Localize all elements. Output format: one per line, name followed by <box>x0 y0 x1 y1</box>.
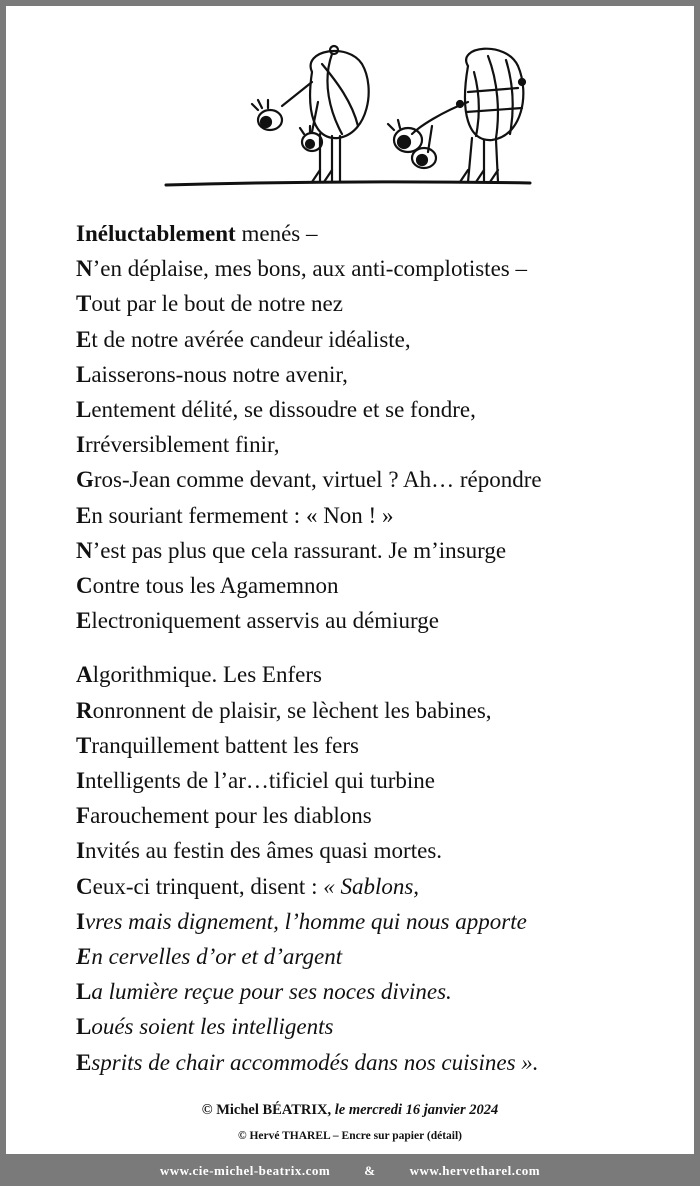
website-link-tharel[interactable]: www.hervetharel.com <box>409 1163 541 1178</box>
poem-line: N’est pas plus que cela rassurant. Je m’insurge <box>76 537 507 563</box>
poem-line: Inéluctablement menés – <box>76 221 318 246</box>
footer-bar <box>0 1156 700 1186</box>
poem-date: le mercredi 16 janvier 2024 <box>334 1102 499 1118</box>
poem-line: Irréversiblement finir, <box>76 432 280 458</box>
poem-line: En cervelles d’or et d’argent <box>76 944 343 970</box>
poem-line: Et de notre avérée candeur idéaliste, <box>76 326 411 352</box>
footer-separator: & <box>364 1163 376 1178</box>
website-link-beatrix[interactable]: www.cie-michel-beatrix.com <box>159 1163 331 1178</box>
stanza-gap <box>76 638 676 657</box>
birds-illustration <box>162 42 534 202</box>
author-name: © Michel BÉATRIX, <box>201 1102 332 1118</box>
poem-line: Ivres mais dignement, l’homme qui nous apporte <box>76 908 527 934</box>
poem <box>76 216 676 1080</box>
stanza-1 <box>76 216 676 638</box>
poem-line: Electroniquement asservis au démiurge <box>76 608 440 634</box>
author-credit <box>6 1102 694 1119</box>
poem-line: Contre tous les Agamemnon <box>76 573 339 599</box>
poem-line: Tout par le bout de notre nez <box>76 291 343 317</box>
poem-line: Loués soient les intelligents <box>76 1014 334 1040</box>
poem-line: Invités au festin des âmes quasi mortes. <box>76 838 443 864</box>
poem-line: Lentement délité, se dissoudre et se fondre, <box>76 397 476 423</box>
poem-line: La lumière reçue pour ses noces divines. <box>76 979 452 1005</box>
poem-line: Farouchement pour les diablons <box>76 803 372 829</box>
poem-line: Algorithmique. Les Enfers <box>76 662 322 688</box>
poem-line: Gros-Jean comme devant, virtuel ? Ah… répondre <box>76 467 542 493</box>
poem-line: Esprits de chair accommodés dans nos cuisines ». <box>76 1049 539 1075</box>
illustration-credit: © Hervé THAREL – Encre sur papier (détail) <box>237 1130 462 1142</box>
poem-line: Laisserons-nous notre avenir, <box>76 361 348 387</box>
poem-line: Ronronnent de plaisir, se lèchent les babines, <box>76 697 492 723</box>
poem-line: En souriant fermement : « Non ! » <box>76 502 394 528</box>
poem-line: Ceux-ci trinquent, disent : « Sablons, <box>76 873 420 899</box>
poem-line: Intelligents de l’ar…tificiel qui turbine <box>76 768 435 794</box>
poem-card <box>6 6 694 1154</box>
stanza-2 <box>76 657 676 1079</box>
poem-line: Tranquillement battent les fers <box>76 732 359 758</box>
poem-line: N’en déplaise, mes bons, aux anti-complotistes – <box>76 256 527 282</box>
